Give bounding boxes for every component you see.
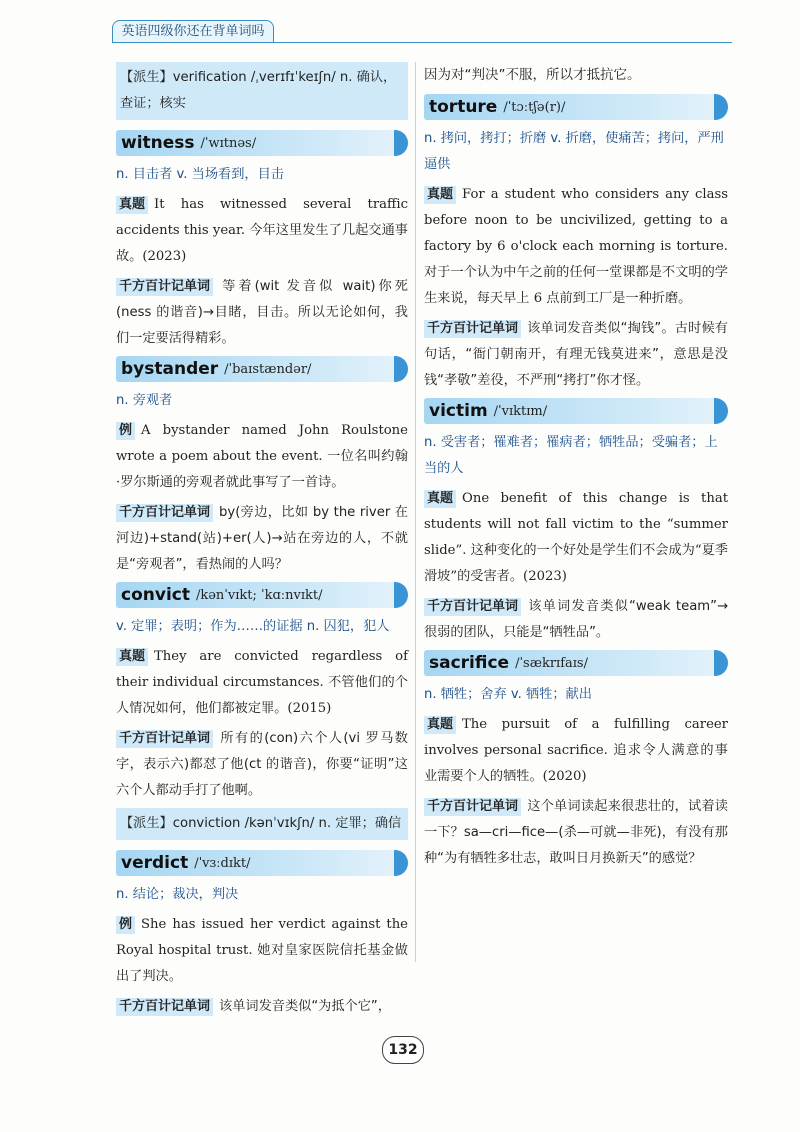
memory-tip (116, 726, 408, 804)
exam-label: 真题 (424, 716, 456, 734)
memory-label: 千方百计记单词 (424, 798, 521, 816)
memory-text: 该单词发音类似“掏钱”。古时候有句话，“衙门朝南开，有理无钱莫进来”，意思是没钱“孝敬”差役，不严刑“拷打”你才怪。 (424, 321, 728, 388)
exam-label: 真题 (116, 196, 148, 214)
part-of-speech: v. 定罪；表明；作为……的证据 n. 囚犯，犯人 (116, 619, 390, 634)
exam-sentence (116, 644, 408, 722)
memory-label: 千方百计记单词 (116, 998, 213, 1016)
derivation-conviction (116, 808, 408, 840)
memory-label: 千方百计记单词 (116, 730, 213, 748)
continuation-text: 因为对“判决”不服，所以才抵抗它。 (424, 67, 641, 83)
header-rule (112, 42, 732, 43)
memory-tip (424, 794, 728, 872)
phonetic: /ˈbaɪstændər/ (224, 361, 312, 377)
memory-text: 这个单词读起来很悲壮的，试着读一下？sa—cri—fice—(杀—可就—非死)，有没有那种“为有牺牲多壮志，敢叫日月换新天”的感觉？ (424, 799, 728, 866)
word-header-victim (424, 398, 728, 424)
memory-label: 千方百计记单词 (424, 598, 521, 616)
header-tab: 英语四级你还在背单词吗 (112, 20, 274, 43)
memory-label: 千方百计记单词 (116, 504, 213, 522)
example-label: 例 (116, 916, 135, 934)
word-title: convict (121, 585, 190, 605)
example-text: She has issued her verdict against the Royal hospital trust. 她对皇家医院信托基金做出了判决。 (116, 917, 408, 984)
exam-label: 真题 (116, 648, 148, 666)
exam-text: One benefit of this change is that students will not fall victim to the “summer slide”. 这种变化的一个好处是学生们不会成为“夏季滑坡”的受害者。(2023) (424, 491, 728, 584)
derivation-tag: 【派生】 (120, 70, 173, 85)
word-header-convict (116, 582, 408, 608)
derivation-tag: 【派生】 (120, 816, 173, 831)
phonetic: /kənˈvɪkt; ˈkɑːnvɪkt/ (195, 587, 323, 603)
part-of-speech: n. 受害者；罹难者；罹病者；牺牲品；受骗者；上当的人 (424, 435, 718, 476)
memory-tip (424, 594, 728, 646)
example-sentence (116, 418, 408, 496)
memory-tip (116, 274, 408, 352)
word-title: verdict (121, 853, 189, 873)
word-header-verdict (116, 850, 408, 876)
phonetic: /ˈvɜːdɪkt/ (194, 855, 251, 871)
exam-sentence (424, 486, 728, 590)
part-of-speech: n. 目击者 v. 当场看到，目击 (116, 167, 284, 182)
part-of-speech: n. 结论；裁决，判决 (116, 887, 239, 902)
memory-label: 千方百计记单词 (116, 278, 213, 296)
exam-label: 真题 (424, 490, 456, 508)
phonetic: /ˈsækrɪfaɪs/ (515, 655, 588, 671)
word-header-torture (424, 94, 728, 120)
word-title: bystander (121, 359, 219, 379)
derivation-text: verification /ˌverɪfɪˈkeɪʃn/ n. 确认，查证；核实 (120, 70, 397, 111)
memory-text: by(旁边，比如 by the river 在河边)+stand(站)+er(人)→站在旁边的人，不就是“旁观者”，看热闹的人吗？ (116, 505, 408, 572)
memory-tip (116, 500, 408, 578)
exam-sentence (116, 192, 408, 270)
word-title: torture (429, 97, 498, 117)
part-of-speech: n. 牺牲；舍弃 v. 牺牲；献出 (424, 687, 592, 702)
page-number: 132 (382, 1036, 424, 1064)
word-header-witness (116, 130, 408, 156)
exam-text: They are convicted regardless of their individual circumstances. 不管他们的个人情况如何，他们都被定罪。(2015) (116, 649, 408, 716)
word-title: victim (429, 401, 488, 421)
example-sentence (116, 912, 408, 990)
memory-tip (424, 316, 728, 394)
exam-text: It has witnessed several traffic accidents this year. 今年这里发生了几起交通事故。(2023) (116, 197, 408, 264)
right-column (424, 62, 728, 876)
memory-text: 所有的(con)六个人(vi 罗马数字，表示六)都怼了他(ct 的谐音)，你要“证明”这六个人都动手打了他啊。 (116, 731, 408, 798)
word-header-bystander (116, 356, 408, 382)
exam-label: 真题 (424, 186, 456, 204)
exam-text: The pursuit of a fulfilling career involves personal sacrifice. 追求令人满意的事业需要个人的牺牲。(2020) (424, 717, 728, 784)
memory-text: 该单词发音类似“为抵个它”， (219, 999, 391, 1014)
left-column (116, 62, 408, 1024)
example-text: A bystander named John Roulstone wrote a poem about the event. 一位名叫约翰·罗尔斯通的旁观者就此事写了一首诗。 (116, 423, 408, 490)
word-header-sacrifice (424, 650, 728, 676)
part-of-speech: n. 旁观者 (116, 393, 173, 408)
example-label: 例 (116, 422, 135, 440)
column-divider (415, 62, 416, 962)
part-of-speech: n. 拷问，拷打；折磨 v. 折磨，使痛苦；拷问，严刑逼供 (424, 131, 724, 172)
word-title: sacrifice (429, 653, 510, 673)
exam-text: For a student who considers any class before noon to be uncivilized, getting to a factory by 6 o'clock each morning is torture. 对于一个认为中午之前的任何一堂课都是不文明的学生来说，每天早上 6 点前到工厂是一种折磨。 (424, 187, 728, 306)
phonetic: /ˈwɪtnəs/ (200, 135, 257, 151)
derivation-verification (116, 62, 408, 120)
memory-tip (116, 994, 408, 1020)
memory-text: 等着(wit 发音似 wait)你死(ness 的谐音)→目睹，目击。所以无论如何，我们一定要活得精彩。 (116, 279, 408, 346)
exam-sentence (424, 182, 728, 312)
word-title: witness (121, 133, 195, 153)
memory-text: 该单词发音类似“weak team”→很弱的团队，只能是“牺牲品”。 (424, 599, 728, 640)
phonetic: /ˈvɪktɪm/ (493, 403, 548, 419)
phonetic: /ˈtɔːtʃə(r)/ (503, 99, 566, 115)
memory-label: 千方百计记单词 (424, 320, 521, 338)
exam-sentence (424, 712, 728, 790)
derivation-text: conviction /kənˈvɪkʃn/ n. 定罪；确信 (172, 816, 402, 831)
